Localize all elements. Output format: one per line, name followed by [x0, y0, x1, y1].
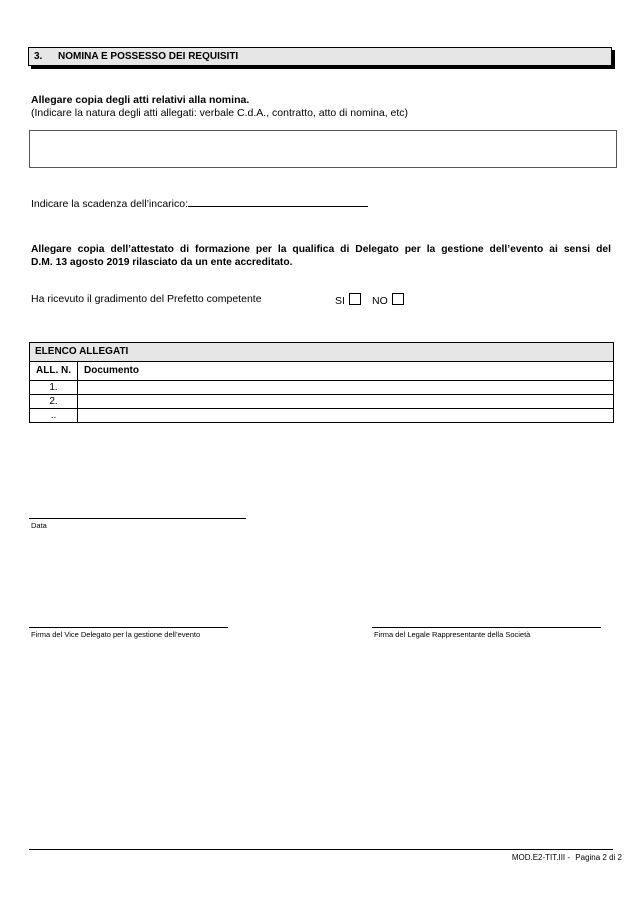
- data-line[interactable]: [29, 518, 246, 519]
- allegati-table: [29, 342, 614, 423]
- footer: [512, 853, 622, 862]
- row-num: ..: [30, 409, 78, 423]
- si-checkbox[interactable]: [349, 293, 361, 305]
- section-title: NOMINA E POSSESSO DEI REQUISITI: [58, 51, 239, 62]
- table-row: [30, 395, 614, 409]
- table-row: [30, 409, 614, 423]
- legale-rappresentante-signature-line[interactable]: [372, 627, 601, 628]
- nomina-note: (Indicare la natura degli atti allegati: verbale C.d.A., contratto, atto di nomina, etc): [31, 107, 409, 119]
- section-header: [28, 47, 612, 66]
- no-checkbox[interactable]: [392, 293, 404, 305]
- scadenza-label: Indicare la scadenza dell’incarico:: [31, 198, 189, 210]
- gradimento-label: Ha ricevuto il gradimento del Prefetto competente: [31, 293, 262, 305]
- allegati-title-row: [30, 343, 614, 362]
- row-doc-cell[interactable]: [78, 409, 614, 423]
- attestato-line-2: D.M. 13 agosto 2019 rilasciato da un ente accreditato.: [31, 257, 293, 268]
- footer-page: Pagina 2 di 2: [575, 853, 622, 862]
- col-header-num: ALL. N.: [30, 362, 78, 381]
- footer-separator: -: [567, 853, 571, 862]
- vice-delegato-label: Firma del Vice Delegato per la gestione dell’evento: [31, 630, 201, 639]
- row-doc-cell[interactable]: [78, 395, 614, 409]
- si-label: SI: [335, 295, 345, 307]
- attestato-line-1: Allegare copia dell’attestato di formazione per la qualifica di Delegato per la gestione dell’evento ai sensi del: [31, 244, 611, 255]
- col-header-doc: Documento: [78, 362, 614, 381]
- row-num: 1.: [30, 381, 78, 395]
- row-num: 2.: [30, 395, 78, 409]
- gradimento-no: [372, 293, 404, 308]
- nomina-attachments-field[interactable]: [29, 130, 617, 168]
- scadenza-input[interactable]: [188, 195, 368, 207]
- table-row: [30, 381, 614, 395]
- section-number: 3.: [34, 51, 43, 62]
- row-doc-cell[interactable]: [78, 381, 614, 395]
- gradimento-si: [335, 293, 361, 308]
- legale-rappresentante-label: Firma del Legale Rappresentante della Società: [374, 630, 531, 639]
- nomina-heading: Allegare copia degli atti relativi alla nomina.: [31, 94, 250, 106]
- allegati-header-row: [30, 362, 614, 381]
- vice-delegato-signature-line[interactable]: [29, 627, 228, 628]
- footer-rule: [29, 849, 613, 850]
- allegati-title: ELENCO ALLEGATI: [30, 343, 614, 362]
- no-label: NO: [372, 295, 388, 307]
- scadenza-row: [31, 195, 368, 211]
- data-label: Data: [31, 521, 47, 530]
- footer-code: MOD.E2-TIT.III: [511, 853, 566, 862]
